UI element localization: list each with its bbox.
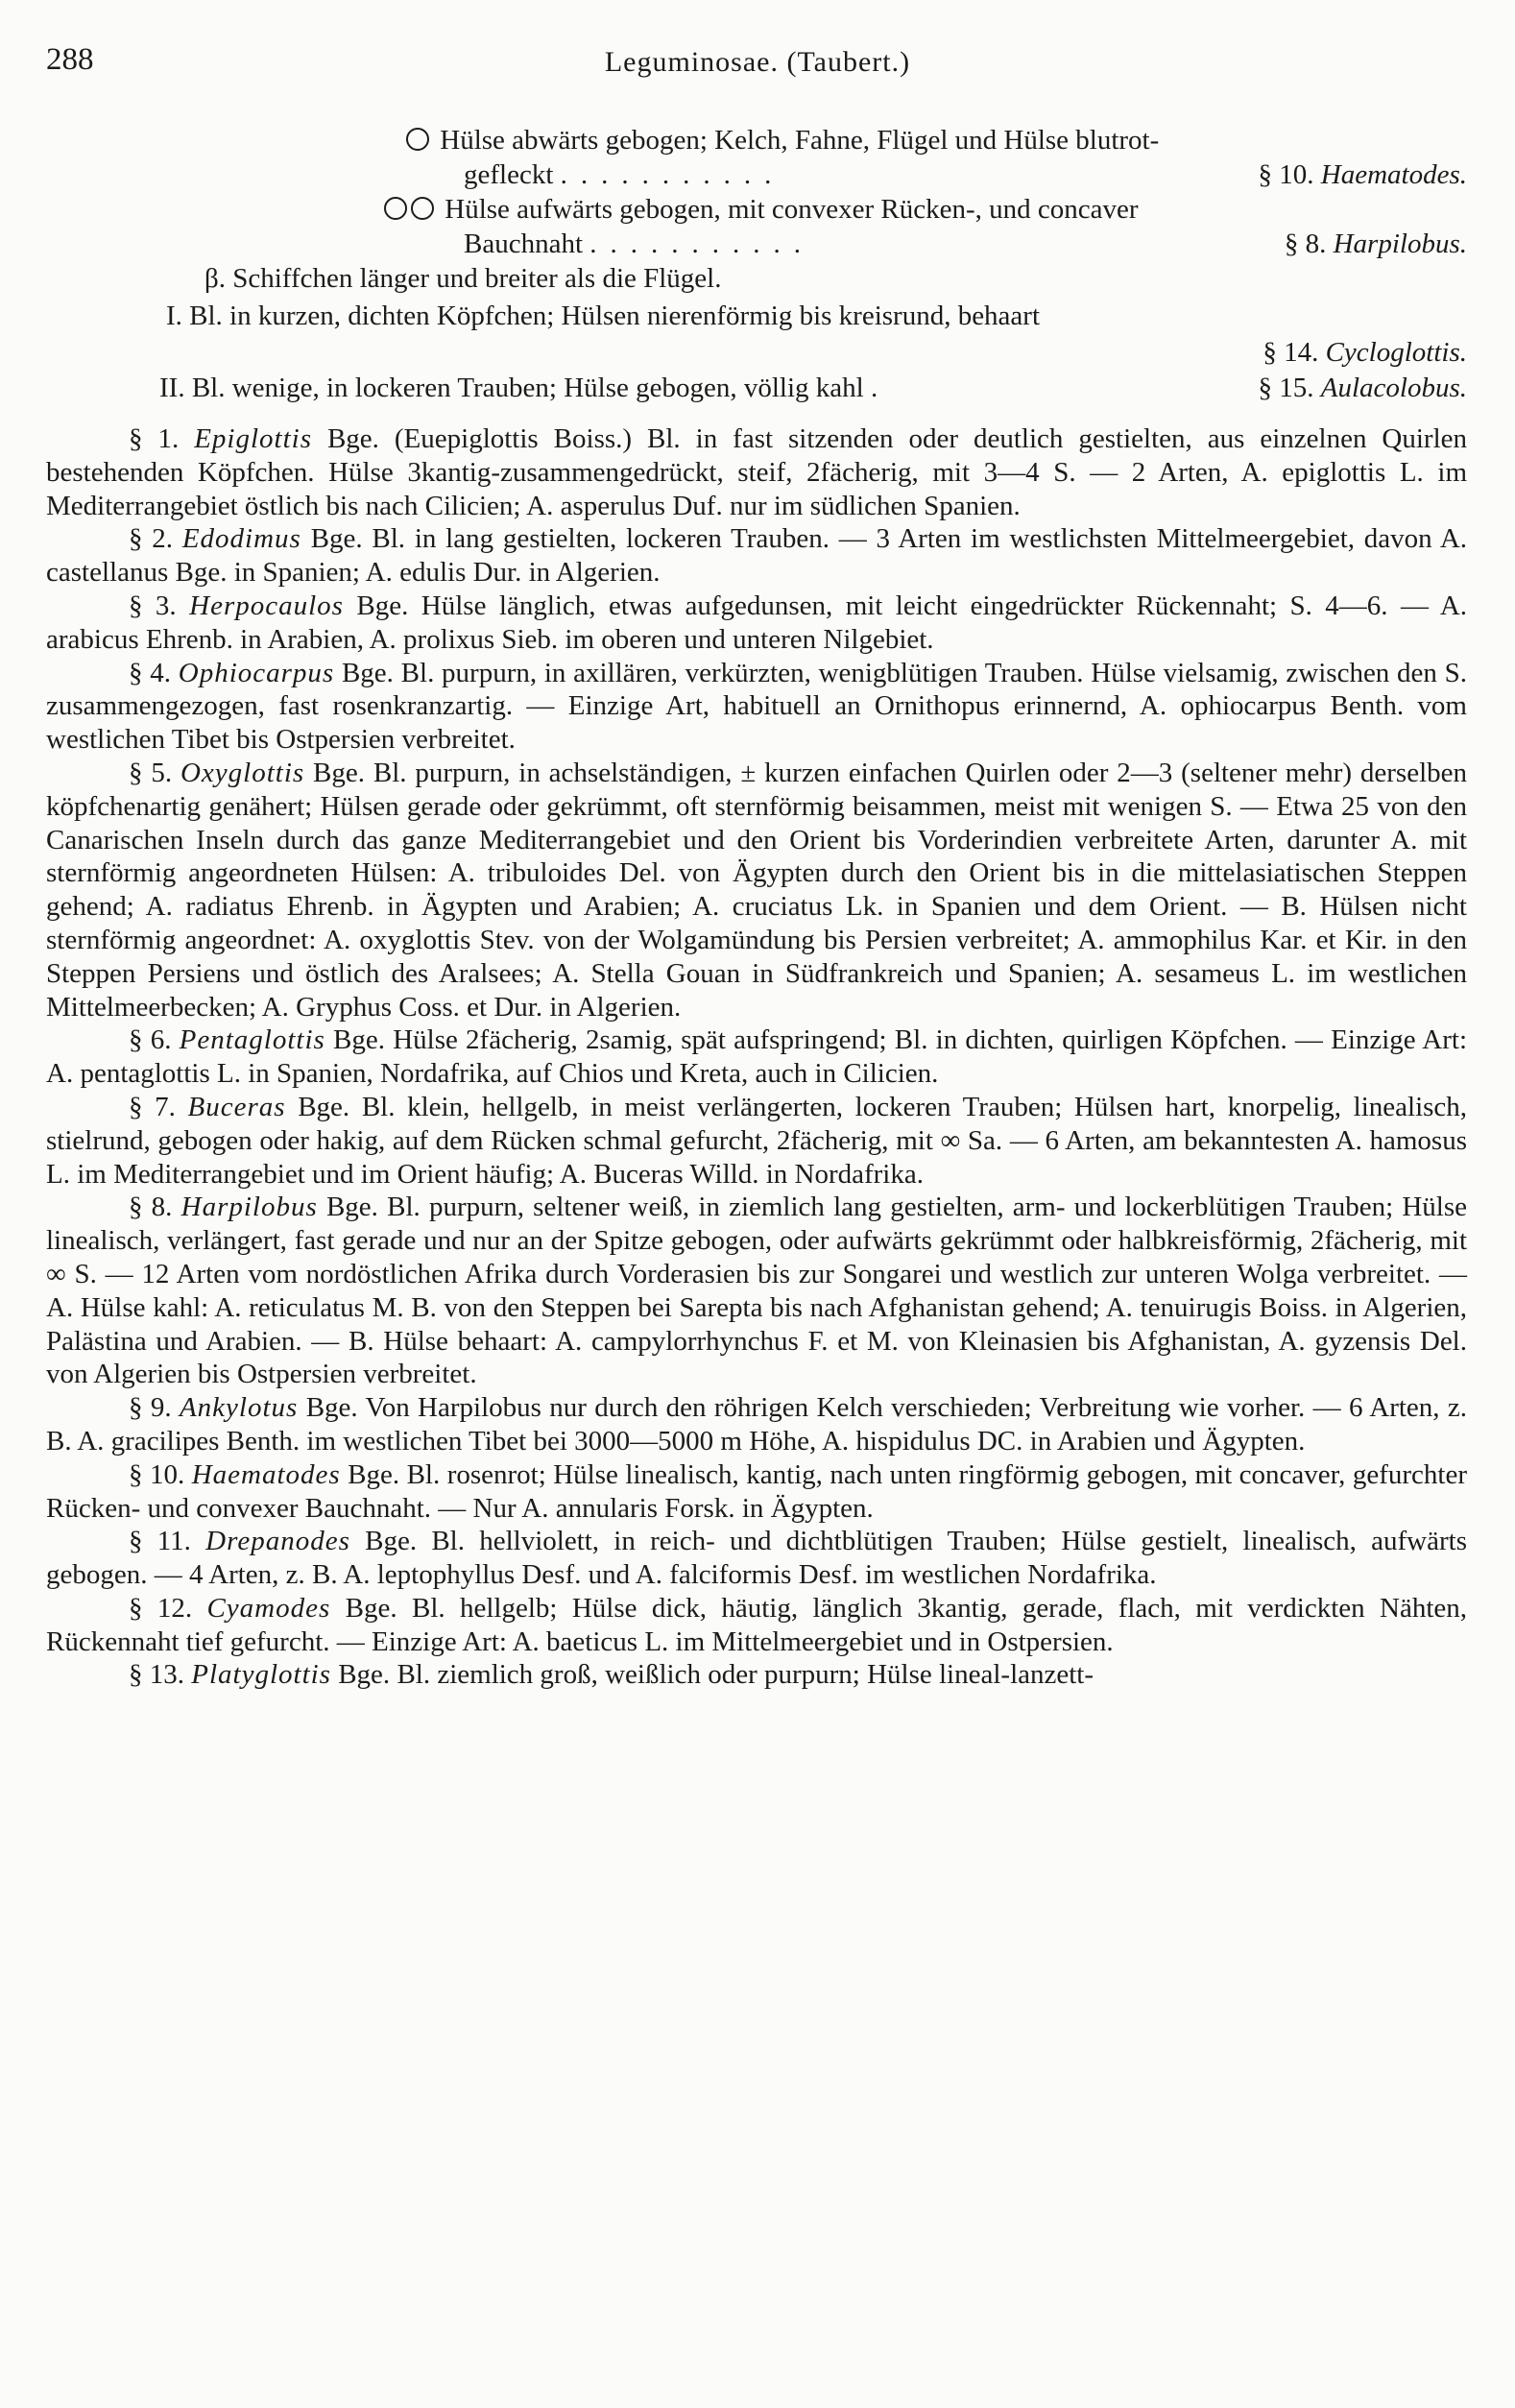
section-number: § 1.	[129, 423, 180, 454]
section-name: Pentaglottis	[179, 1024, 325, 1056]
key-ref-name: Aulacolobus.	[1320, 373, 1467, 403]
section-paragraph	[46, 1091, 1467, 1191]
circle-bullet-icon	[406, 128, 429, 151]
section-text: Bl. in lang gestielten, lockeren Trauben. — 3 Arten im westlichsten Mittelmeergebiet, davon A. castellanus Bge. in Spanien; A. edulis Dur. in Algerien.	[46, 523, 1468, 589]
section-number: § 11.	[129, 1526, 191, 1557]
key-text: gefleckt	[464, 159, 554, 190]
key-ref-name: Harpilobus.	[1333, 229, 1467, 259]
key-ref-number: § 14.	[1262, 337, 1319, 368]
section-text: Bl. klein, hellgelb, in meist verlängerten, lockeren Trauben; Hülsen hart, knorpelig, linealisch, stielrund, gebogen oder hakig, auf dem Rücken schmal gefurcht, 2fächerig, mit ∞ Sa. — 6 Arten, am bekanntesten A. hamosus L. im Mediterrangebiet und im Orient häufig; A. Buceras Willd. in Nordafrika.	[46, 1091, 1468, 1190]
section-text: Bl. rosenrot; Hülse linealisch, kantig, nach unten ringförmig gebogen, mit concaver, gefurchter Rücken- und convexer Bauchnaht. — Nur A. annularis Forsk. in Ägypten.	[46, 1458, 1468, 1524]
section-name: Ankylotus	[179, 1392, 299, 1424]
section-paragraph	[46, 1023, 1467, 1091]
section-number: § 5.	[129, 757, 173, 788]
section-list	[46, 422, 1467, 1692]
key-ref-number: § 10.	[1258, 159, 1314, 190]
key-reference	[1262, 335, 1467, 370]
section-text: Bl. ziemlich groß, weißlich oder purpurn; Hülse lineal-lanzett-	[397, 1659, 1094, 1691]
page-header	[46, 42, 1469, 81]
key-ref-number: § 15.	[1258, 373, 1314, 403]
key-text: II. Bl. wenige, in lockeren Trauben; Hülse gebogen, völlig kahl .	[159, 373, 878, 403]
leader-dots: ...........	[560, 159, 785, 190]
section-paragraph	[46, 1191, 1467, 1391]
circle-bullet-icon	[411, 197, 434, 220]
key-ref-name: Haematodes.	[1320, 159, 1467, 190]
section-number: § 13.	[129, 1659, 184, 1691]
section-paragraph	[46, 1592, 1467, 1659]
section-name: Harpilobus	[180, 1192, 318, 1223]
section-name: Herpocaulos	[189, 590, 344, 621]
section-author: Bge.	[348, 1458, 400, 1490]
section-number: § 2.	[129, 523, 174, 555]
key-line	[384, 192, 1139, 227]
section-number: § 12.	[129, 1592, 193, 1624]
section-text: Bl. purpurn, seltener weiß, in ziemlich lang gestielten, arm- und lockerblütigen Trauben; Hülse linealisch, verlängert, fast gerade und nur an der Spitze gebogen, oder aufwärts gekrümmt oder halbkreisförmig, 2fächerig, mit ∞ S. — 12 Arten vom nordöstlichen Afrika durch Vorderasien bis zur Songarei und westlich zur unteren Wolga verbreitet. — A. Hülse kahl: A. reticulatus M. B. von den Steppen bei Sarepta bis nach Afghanistan gehend; A. tenuirugis Boiss. in Algerien, Palästina und Arabien. — B. Hülse behaart: A. campylorrhynchus F. et M. von Kleinasien bis Afghanistan, A. gyzensis Del. von Algerien bis Ostpersien verbreitet.	[46, 1192, 1468, 1390]
key-ref-name: Cycloglottis.	[1325, 337, 1467, 368]
section-text: Von Harpilobus nur durch den röhrigen Kelch verschieden; Verbreitung wie vorher. — 6 Arten, z. B. A. gracilipes Benth. im westlichen Tibet bei 3000—5000 m Höhe, A. hispidulus DC. in Arabien und Ägypten.	[46, 1392, 1468, 1457]
section-name: Epiglottis	[194, 423, 312, 454]
section-paragraph	[46, 422, 1467, 522]
section-author: Bge.	[310, 523, 363, 555]
section-author: Bge.	[338, 1659, 391, 1691]
section-author: Bge.	[345, 1592, 397, 1624]
section-paragraph	[46, 1391, 1467, 1458]
section-author: Bge.	[341, 657, 394, 688]
leader-dots: ...........	[589, 229, 815, 259]
key-text: β. Schiffchen länger und breiter als die Flügel.	[204, 263, 722, 294]
key-reference	[1259, 157, 1467, 192]
section-name: Platyglottis	[191, 1659, 331, 1691]
key-line	[464, 157, 784, 192]
section-name: Haematodes	[191, 1458, 341, 1490]
section-number: § 8.	[129, 1192, 173, 1223]
section-text: Bl. hellviolett, in reich- und dichtblütigen Trauben; Hülse gestielt, linealisch, aufwärts gebogen. — 4 Arten, z. B. A. leptophyllus Desf. und A. falciformis Desf. im westlichen Nordafrika.	[46, 1526, 1467, 1591]
key-line	[464, 227, 814, 261]
section-number: § 10.	[129, 1458, 185, 1490]
section-number: § 3.	[129, 590, 177, 621]
section-name: Ophiocarpus	[178, 657, 335, 688]
section-text: Bl. purpurn, in axillären, verkürzten, wenigblütigen Trauben. Hülse vielsamig, zwischen den S. zusammengezogen, fast rosenkranzartig. — Einzige Art, habituell an Ornithopus erinnernd, A. ophiocarpus Benth. vom westlichen Tibet bis Ostpersien verbreitet.	[46, 657, 1468, 756]
section-text: (Euepiglottis Boiss.) Bl. in fast sitzenden oder deutlich gestielten, aus einzelnen Quirlen bestehenden Köpfchen. Hülse 3kantig-zusammengedrückt, steif, 2fächerig, mit 3—4 S. — 2 Arten, A. epiglottis L. im Mediterrangebiet östlich bis nach Cilicien; A. asperulus Duf. nur im südlichen Spanien.	[46, 423, 1467, 521]
key-ref-number: § 8.	[1284, 229, 1327, 259]
section-author: Bge.	[356, 590, 409, 621]
section-text: Bl. hellgelb; Hülse dick, häutig, länglich 3kantig, gerade, flach, mit verdickten Nähten, Rückennaht tief gefurcht. — Einzige Art: A. baeticus L. im Mittelmeergebiet und in Ostpersien.	[46, 1592, 1468, 1657]
key-text: I. Bl. in kurzen, dichten Köpfchen; Hülsen nierenförmig bis kreisrund, behaart	[166, 301, 1041, 331]
section-name: Cyamodes	[206, 1592, 331, 1624]
section-author: Bge.	[325, 1192, 378, 1223]
section-text: Hülse länglich, etwas aufgedunsen, mit leicht eingedrückter Rückennaht; S. 4—6. — A. arabicus Ehrenb. in Arabien, A. prolixus Sieb. im oberen und unteren Nilgebiet.	[46, 590, 1468, 655]
key-line	[406, 123, 1159, 157]
section-author: Bge.	[365, 1526, 418, 1557]
key-reference	[1285, 227, 1467, 261]
key-line	[166, 299, 1040, 333]
key-text: Hülse abwärts gebogen; Kelch, Fahne, Flügel und Hülse blutrot-	[440, 125, 1160, 156]
section-author: Bge.	[298, 1091, 350, 1122]
section-paragraph	[46, 590, 1467, 657]
section-paragraph	[46, 522, 1467, 590]
section-author: Bge.	[305, 1392, 358, 1424]
circle-bullet-icon	[384, 197, 407, 220]
section-paragraph	[46, 1658, 1467, 1692]
section-number: § 6.	[129, 1024, 172, 1056]
section-paragraph	[46, 657, 1467, 757]
section-number: § 9.	[129, 1392, 172, 1424]
section-paragraph	[46, 757, 1467, 1023]
section-author: Bge.	[333, 1024, 385, 1056]
key-text: Hülse aufwärts gebogen, mit convexer Rücken-, und concaver	[445, 194, 1139, 225]
section-number: § 4.	[129, 657, 171, 688]
key-reference	[1259, 371, 1468, 405]
running-title: Leguminosae. (Taubert.)	[604, 46, 911, 78]
section-paragraph	[46, 1458, 1467, 1526]
section-name: Edodimus	[181, 523, 301, 555]
section-author: Bge.	[313, 757, 365, 788]
section-name: Buceras	[187, 1091, 286, 1122]
section-text: Hülse 2fächerig, 2samig, spät aufspringend; Bl. in dichten, quirligen Köpfchen. — Einzige Art: A. pentaglottis L. in Spanien, Nordafrika, auf Chios und Kreta, auch in Cilicien.	[46, 1024, 1467, 1090]
key-line	[204, 261, 721, 296]
section-text: Bl. purpurn, in achselständigen, ± kurzen einfachen Quirlen oder 2—3 (seltener mehr) derselben köpfchenartig genähert; Hülsen gerade oder gekrümmt, oft sternförmig beisammen, meist mit wenigen S. — Etwa 25 von den Canarischen Inseln durch das ganze Mediterrangebiet und den Orient bis Vorderindien verbreitete Arten, darunter A. mit sternförmig angeordneten Hülsen: A. tribuloides Del. von Ägypten durch den Orient bis in die mittelasiatischen Steppen gehend; A. radiatus Ehrenb. in Ägypten und Arabien; A. cruciatus Lk. in Spanien und dem Orient. — B. Hülsen nicht sternförmig angeordnet: A. oxyglottis Stev. von der Wolgamündung bis Persien verbreitet; A. ammophilus Kar. et Kir. in den Steppen Persiens und östlich des Aralsees; A. Stella Gouan in Südfrankreich und Spanien; A. sesameus L. im westlichen Mittelmeerbecken; A. Gryphus Coss. et Dur. in Algerien.	[46, 757, 1468, 1023]
section-name: Oxyglottis	[180, 757, 305, 788]
section-author: Bge.	[326, 423, 379, 454]
key-line	[159, 371, 878, 405]
section-paragraph	[46, 1525, 1467, 1592]
section-name: Drepanodes	[205, 1526, 350, 1557]
key-text: Bauchnaht	[464, 229, 584, 259]
section-number: § 7.	[129, 1091, 176, 1122]
page-number: 288	[46, 42, 94, 77]
